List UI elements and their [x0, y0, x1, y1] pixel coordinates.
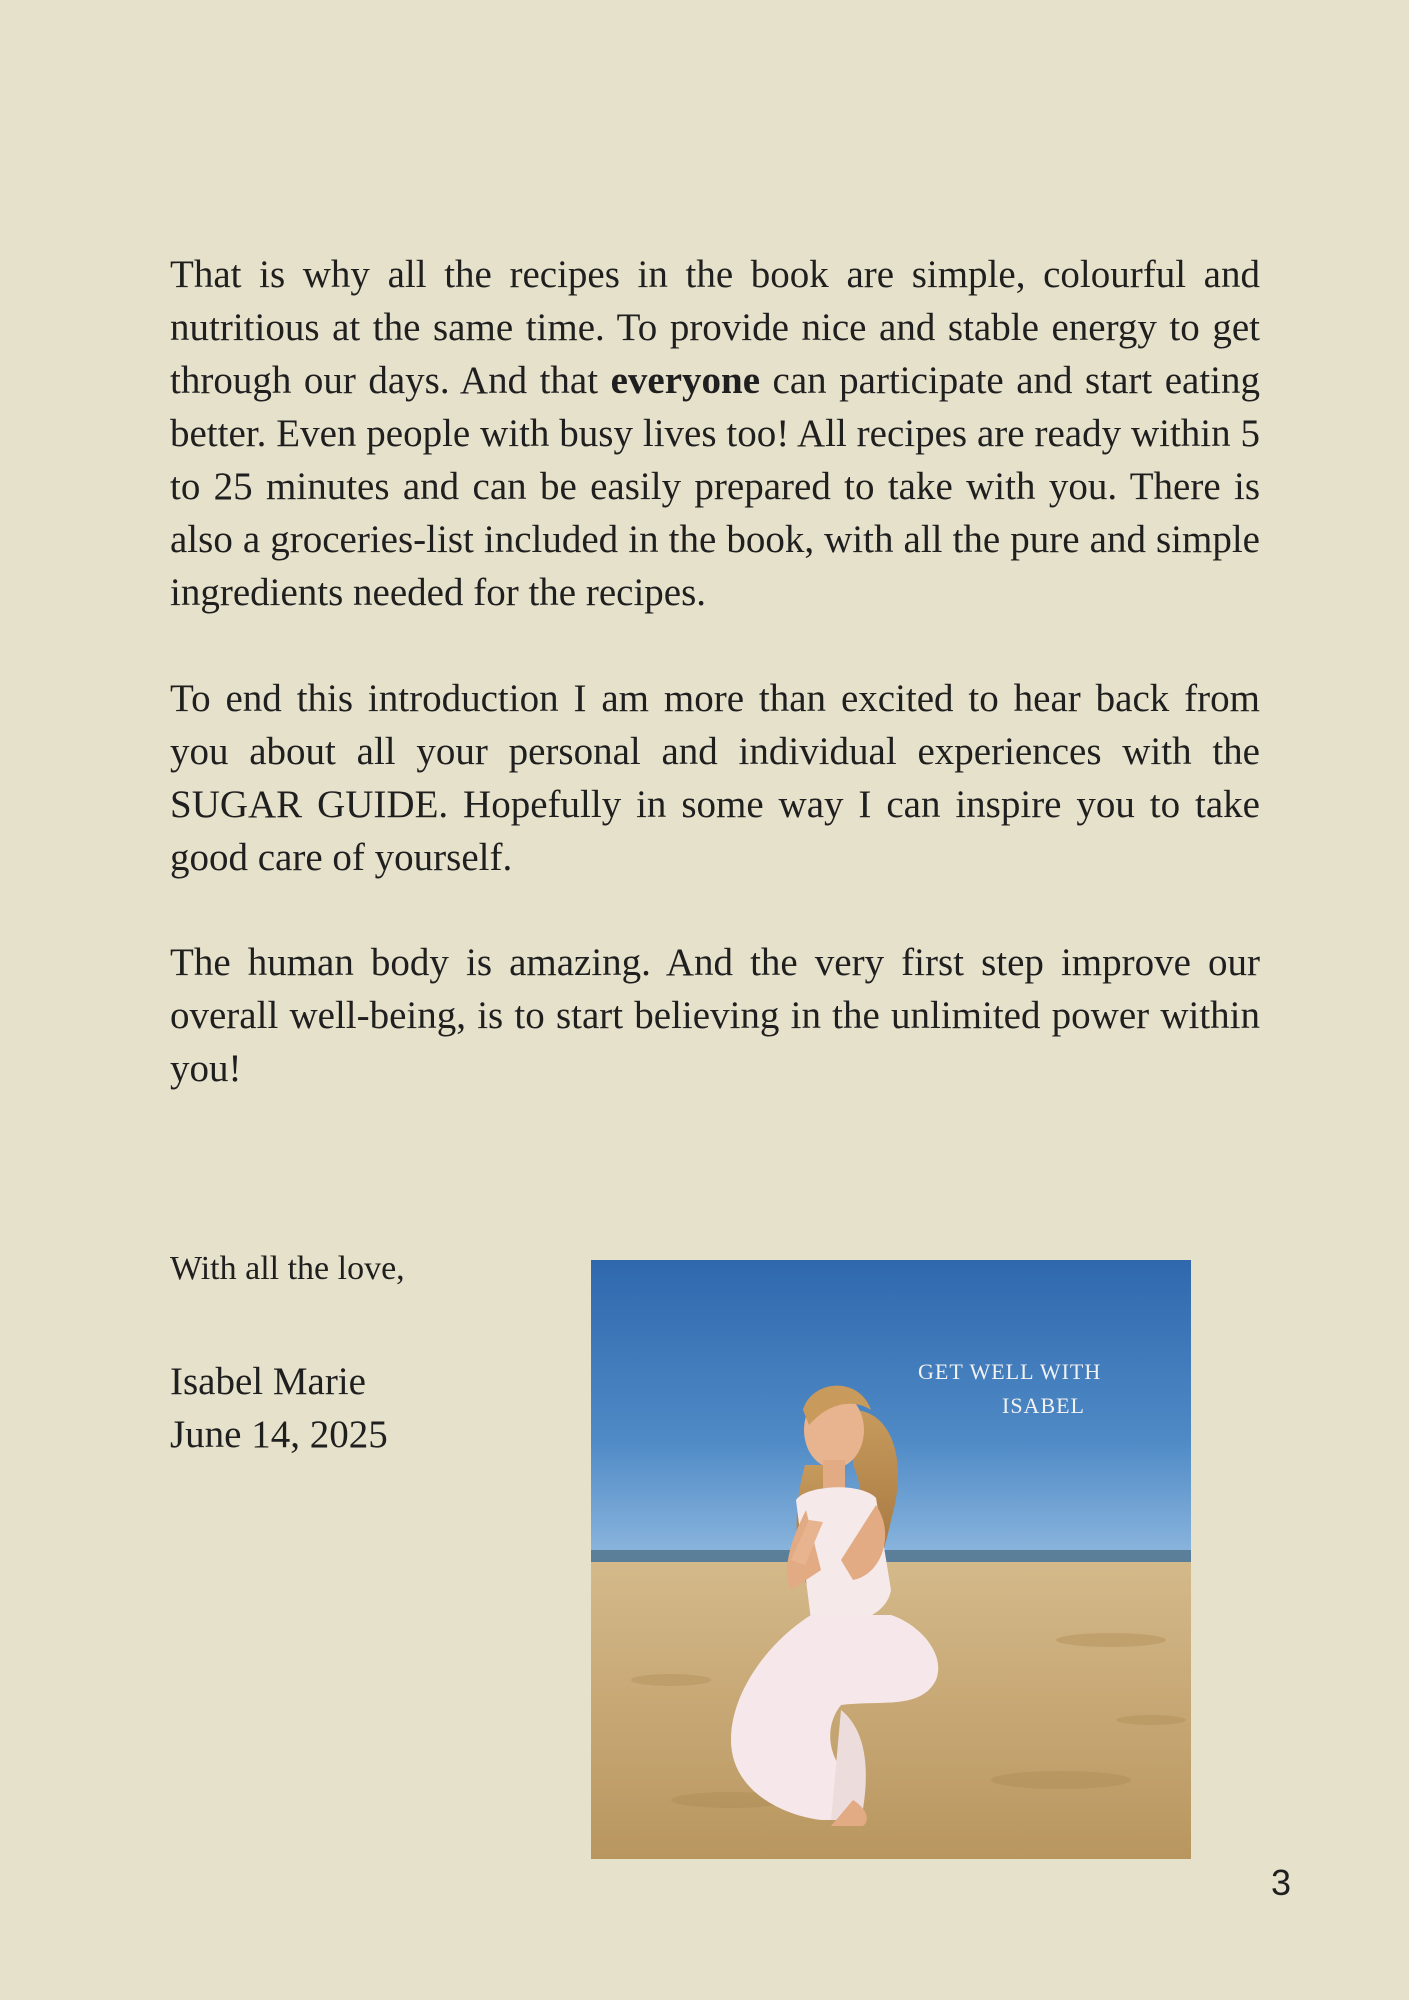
intro-paragraph-3: The human body is amazing. And the very first step improve our overall well-being, is to start believing in the unlimited power within you! [170, 941, 1260, 1090]
author-name: Isabel Marie [170, 1360, 366, 1403]
beach-yoga-image [591, 1260, 1191, 1859]
caption-line-2: ISABEL [1002, 1393, 1085, 1418]
intro-paragraph-1 [170, 248, 1260, 619]
paragraph-1-text-start: That is why all the recipes in the book are simple, colourful and nutritious at the same time. To provide nice and stable energy to get through our days. And that [170, 253, 1260, 402]
intro-paragraph-2: To end this introduction I am more than excited to hear back from you about all your personal and individual experiences with the SUGAR GUIDE. Hopefully in some way I can inspire you to take good care of yourself. [170, 677, 1260, 879]
sign-off: With all the love, [170, 1250, 405, 1287]
author-date: June 14, 2025 [170, 1413, 388, 1456]
page-number: 3 [1270, 1862, 1291, 1903]
author-block [170, 1355, 388, 1461]
caption-line-1: GET WELL WITH [918, 1359, 1102, 1384]
emphasis-everyone: everyone [610, 359, 761, 402]
author-photo [591, 1260, 1191, 1859]
paragraph-1-text-end: can participate and start eating better. Even people with busy lives too! All recipes are ready within 5 to 25 minutes and can be easily prepared to take with you. There is also a groceries-list included in the book, with all the pure and simple ingredients needed for the recipes. [170, 359, 1261, 614]
